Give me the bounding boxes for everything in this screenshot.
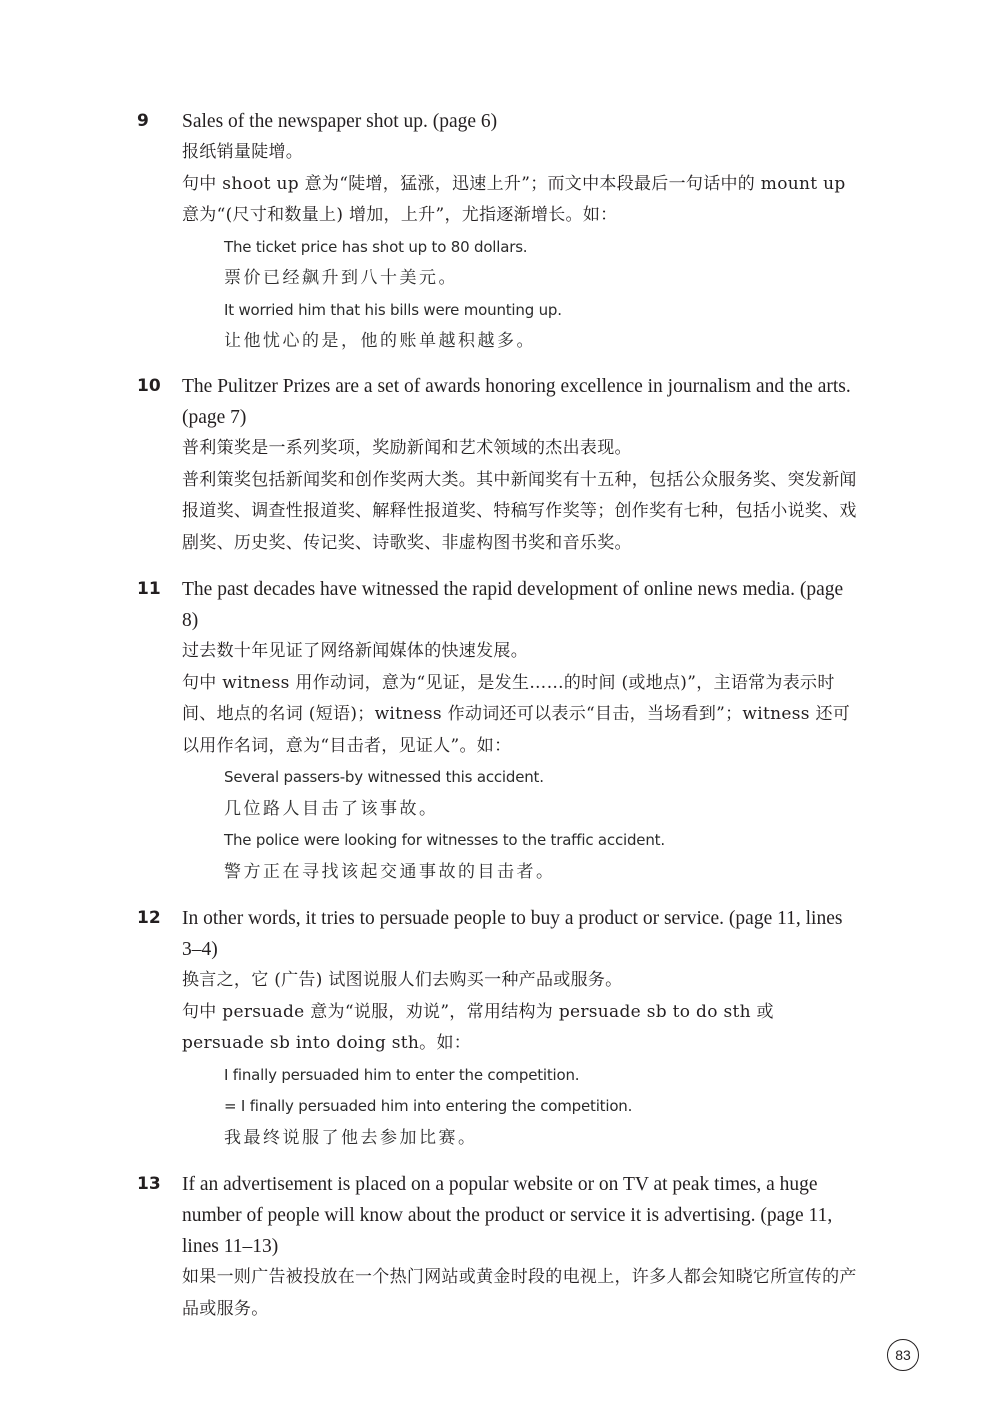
explanation-note: 句中 witness 用作动词，意为“见证，是发生……的时间 (或地点)”，主语常为表示时间、地点的名词 (短语)；witness 作动词还可以表示“目击，当场看到”；witness 还可以用作名词，意为“目击者，见证人”。如： bbox=[182, 672, 851, 756]
example-chinese: 票价已经飙升到八十美元。 bbox=[224, 268, 458, 288]
english-sentence: If an advertisement is placed on a popular website or on TV at peak times, a huge number of people will know about the product or service it is advertising. (page 11, lines 11–13) bbox=[182, 1174, 833, 1257]
examples bbox=[224, 762, 860, 888]
chinese-translation: 普利策奖是一系列奖项，奖励新闻和艺术领域的杰出表现。 bbox=[182, 438, 632, 458]
english-sentence: Sales of the newspaper shot up. (page 6) bbox=[182, 111, 498, 132]
chinese-translation: 报纸销量陡增。 bbox=[182, 142, 304, 162]
entry-9 bbox=[137, 106, 860, 358]
chinese-translation: 换言之，它 (广告) 试图说服人们去购买一种产品或服务。 bbox=[182, 970, 623, 990]
explanation-note: 普利策奖包括新闻奖和创作奖两大类。其中新闻奖有十五种，包括公众服务奖、突发新闻报道奖、调查性报道奖、解释性报道奖、特稿写作奖等；创作奖有七种，包括小说奖、戏剧奖、历史奖、传记奖、诗歌奖、非虚构图书奖和音乐奖。 bbox=[182, 469, 857, 553]
page-number: 83 bbox=[887, 1339, 919, 1371]
english-sentence: The Pulitzer Prizes are a set of awards honoring excellence in journalism and the arts. (page 7) bbox=[182, 376, 851, 428]
example-english: The ticket price has shot up to 80 dollars. bbox=[224, 237, 528, 256]
entry-number: 13 bbox=[137, 1174, 161, 1194]
entry-body bbox=[182, 106, 860, 358]
entry-11 bbox=[137, 574, 860, 888]
example-chinese: 我最终说服了他去参加比赛。 bbox=[224, 1127, 478, 1148]
chinese-translation: 如果一则广告被投放在一个热门网站或黄金时段的电视上，许多人都会知晓它所宣传的产品或服务。 bbox=[182, 1267, 857, 1319]
entry-10 bbox=[137, 371, 860, 559]
entry-12 bbox=[137, 903, 860, 1154]
explanation-note: 句中 persuade 意为“说服，劝说”，常用结构为 persuade sb to do sth 或 persuade sb into doing sth。如： bbox=[182, 1001, 774, 1053]
entry-number: 9 bbox=[137, 111, 149, 131]
example-english: It worried him that his bills were mounting up. bbox=[224, 300, 562, 319]
example-chinese: 让他忧心的是，他的账单越积越多。 bbox=[224, 331, 536, 351]
entry-body bbox=[182, 903, 860, 1154]
chinese-translation: 过去数十年见证了网络新闻媒体的快速发展。 bbox=[182, 641, 528, 661]
entry-number: 11 bbox=[137, 579, 161, 599]
explanation-note: 句中 shoot up 意为“陡增，猛涨，迅速上升”；而文中本段最后一句话中的 mount up 意为“(尺寸和数量上) 增加，上升”，尤指逐渐增长。如： bbox=[182, 173, 846, 225]
entry-body bbox=[182, 1169, 860, 1325]
entry-number: 12 bbox=[137, 908, 161, 928]
example-english: The police were looking for witnesses to the traffic accident. bbox=[224, 831, 665, 849]
entry-13 bbox=[137, 1169, 860, 1325]
example-english: = I finally persuaded him into entering the competition. bbox=[224, 1097, 633, 1115]
example-english: Several passers-by witnessed this accident. bbox=[224, 768, 544, 786]
entry-body bbox=[182, 371, 860, 559]
entry-body bbox=[182, 574, 860, 888]
examples bbox=[224, 232, 860, 358]
examples bbox=[224, 1060, 860, 1155]
example-chinese: 警方正在寻找该起交通事故的目击者。 bbox=[224, 861, 556, 882]
example-english: I finally persuaded him to enter the competition. bbox=[224, 1065, 580, 1084]
entry-number: 10 bbox=[137, 376, 161, 396]
example-chinese: 几位路人目击了该事故。 bbox=[224, 798, 439, 819]
english-sentence: The past decades have witnessed the rapid development of online news media. (page 8) bbox=[182, 579, 844, 631]
english-sentence: In other words, it tries to persuade people to buy a product or service. (page 11, lines 3–4) bbox=[182, 908, 843, 960]
